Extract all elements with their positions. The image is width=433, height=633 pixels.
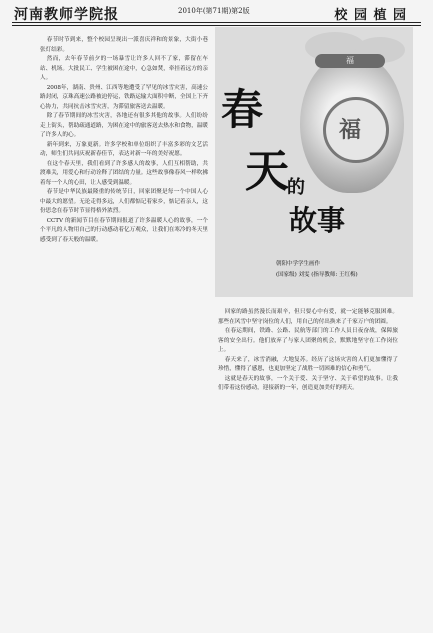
paragraph: 春节是中华民族最隆重的传统节日，回家团聚是每一个中国人心中最大的愿望。无论走得多远，人们都惦记着家乡，惦记着亲人，这份思念在春节时节显得格外浓烈。 bbox=[40, 189, 208, 214]
paragraph: 春天来了，冰雪消融，大地复苏。经历了这场灾害的人们更加懂得了珍惜，懂得了感恩，也更加坚定了战胜一切困难的信心和勇气。 bbox=[218, 356, 398, 372]
paragraph: 除了春节期间的冰雪灾害，各地还有很多其他的故事。人们纷纷走上街头，帮助疏通道路，为困在途中的旅客送去热水和食物，温暖了许多人的心。 bbox=[40, 113, 208, 138]
title-de: 的 bbox=[287, 177, 305, 198]
article-column-right bbox=[218, 308, 398, 394]
spring-story-illustration bbox=[215, 27, 413, 297]
title-chun: 春 bbox=[221, 85, 264, 134]
illustration-caption: 朝阳中学学生画作 bbox=[276, 261, 321, 267]
illustration-caption-author: (国家级) 刘雯 (指导教师: 王红梅) bbox=[276, 272, 358, 278]
header-rule bbox=[12, 22, 421, 23]
paragraph: 回家的路虽然漫长而艰辛，但只要心中有爱，就一定能够克服困难。那些在风雪中坚守岗位的人们，用自己的付出换来了千家万户的团圆。 bbox=[218, 309, 398, 325]
paragraph: 在这个春天里，我们看到了许多感人的故事，人们互相帮助，共渡难关，用爱心和行动诠释了团结的力量。这些故事像春风一样吹拂着每一个人的心田，让人感受到温暖。 bbox=[40, 160, 208, 186]
paragraph: 在春运期间，铁路、公路、民航等部门的工作人员日夜奋战，保障旅客的安全出行。他们放弃了与家人团聚的机会，默默地坚守在工作岗位上。 bbox=[218, 328, 398, 353]
issue-info: 2010年(第71期)第2版 bbox=[178, 7, 250, 15]
fu-character: 福 bbox=[339, 117, 362, 143]
newspaper-masthead: 河南教师学院报 bbox=[14, 7, 119, 23]
paragraph: 新年到来，万象更新。许多学校和单位组织了丰富多彩的文艺活动，师生们共同庆祝新春佳节，表达对新一年的美好祝愿。 bbox=[40, 141, 208, 157]
paragraph: 2008年，湖南、贵州、江西等地遭受了罕见的冰雪灾害，高速公路封闭，京珠高速公路被迫停运，铁路运输大面积中断，全国上下齐心协力，共同抗击冰雪灾害，为滞留旅客送去温暖。 bbox=[40, 84, 208, 110]
paragraph: 这就是春天的故事，一个关于爱、关于坚守、关于希望的故事。让我们带着这份感动，迎接新的一年，创造更加美好的明天。 bbox=[218, 375, 398, 391]
title-gushi: 故事 bbox=[289, 204, 346, 237]
paragraph: 然而，去年春节前夕的一场暴雪让许多人回不了家，滞留在车站、机场。大批民工、学生被困在途中，心急如焚，牵挂着远方的亲人。 bbox=[40, 56, 208, 81]
header-rule-thin bbox=[12, 25, 421, 26]
paragraph: 春节时节到来，整个校园呈现出一派喜庆祥和的景象，大街小巷张灯结彩。 bbox=[40, 37, 208, 53]
title-tian: 天 bbox=[245, 146, 289, 197]
section-title: 校 园 植 园 bbox=[334, 8, 407, 23]
paragraph: CCTV 的新闻节目在春节期间报道了许多温暖人心的故事，一个个平凡的人物用自己的行动感动着亿万观众，让我们在寒冷的冬天里感受到了春天般的温暖。 bbox=[40, 217, 208, 243]
lantern-banner: 福 bbox=[315, 54, 385, 68]
article-column-left bbox=[40, 36, 208, 245]
